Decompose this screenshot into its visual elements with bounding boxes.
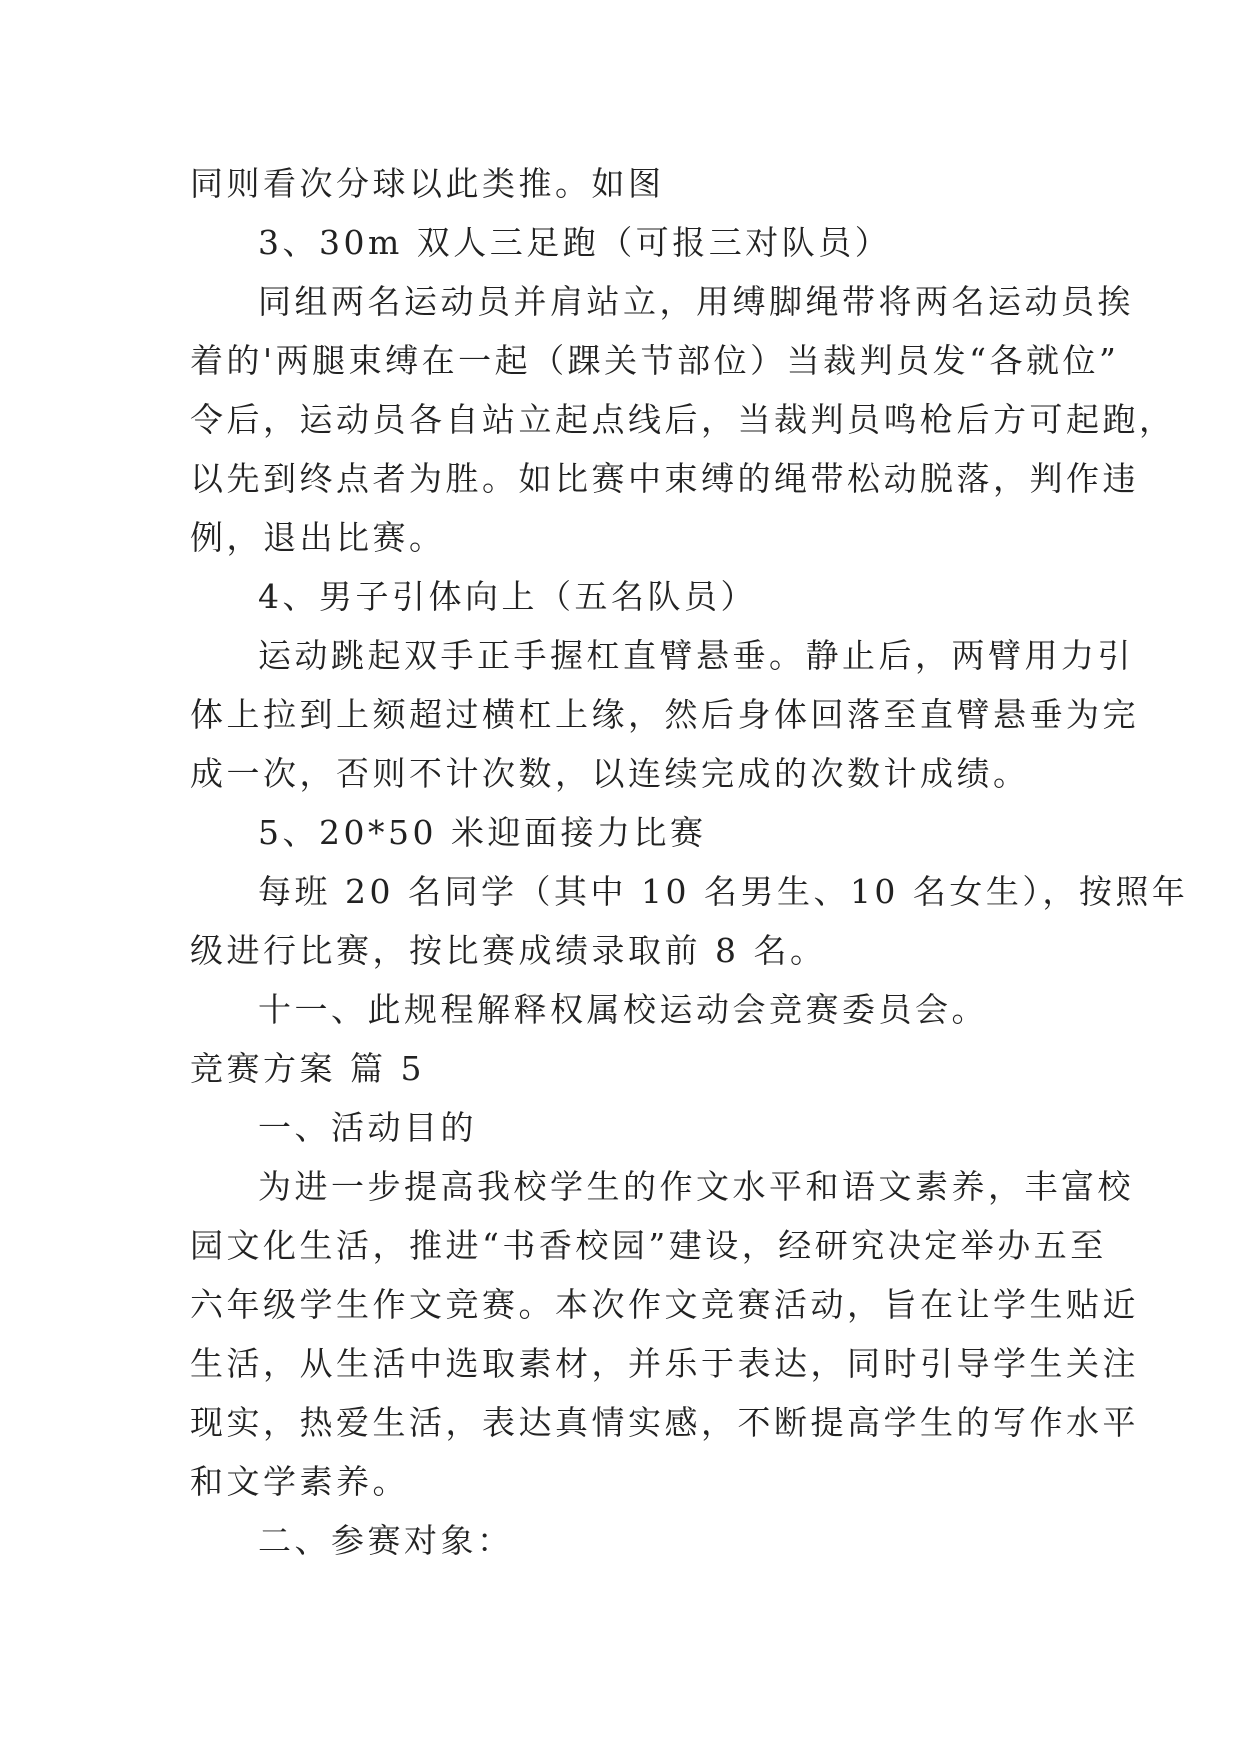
text-line: 令后，运动员各自站立起点线后，当裁判员鸣枪后方可起跑，	[190, 400, 1176, 439]
text-line: 级进行比赛，按比赛成绩录取前 8 名。	[190, 931, 827, 970]
item-heading-pull-ups: 4、男子引体向上（五名队员）	[258, 577, 757, 616]
section-heading-purpose: 一、活动目的	[258, 1108, 477, 1147]
chapter-title: 竞赛方案 篇 5	[190, 1049, 425, 1088]
text-line: 为进一步提高我校学生的作文水平和语文素养，丰富校	[258, 1167, 1134, 1206]
section-heading-eleven: 十一、此规程解释权属校运动会竞赛委员会。	[258, 990, 988, 1029]
text-line: 例，退出比赛。	[190, 518, 446, 557]
item-heading-three-legged-race: 3、30m 双人三足跑（可报三对队员）	[258, 223, 892, 262]
text-line: 以先到终点者为胜。如比赛中束缚的绳带松动脱落，判作违	[190, 459, 1139, 498]
text-line: 每班 20 名同学（其中 10 名男生、10 名女生），按照年	[258, 872, 1189, 911]
text-line: 六年级学生作文竞赛。本次作文竞赛活动，旨在让学生贴近	[190, 1285, 1139, 1324]
text-line: 生活，从生活中选取素材，并乐于表达，同时引导学生关注	[190, 1344, 1139, 1383]
text-line: 现实，热爱生活，表达真情实感，不断提高学生的写作水平	[190, 1403, 1139, 1442]
section-heading-participants: 二、参赛对象：	[258, 1521, 514, 1560]
text-line: 着的'两腿束缚在一起（踝关节部位）当裁判员发“各就位”	[190, 341, 1120, 380]
item-heading-relay: 5、20*50 米迎面接力比赛	[258, 813, 707, 852]
text-line: 体上拉到上颏超过横杠上缘，然后身体回落至直臂悬垂为完	[190, 695, 1139, 734]
text-line: 和文学素养。	[190, 1462, 409, 1501]
text-line: 运动跳起双手正手握杠直臂悬垂。静止后，两臂用力引	[258, 636, 1134, 675]
text-line: 同组两名运动员并肩站立，用缚脚绳带将两名运动员挨	[258, 282, 1134, 321]
text-line: 园文化生活，推进“书香校园”建设，经研究决定举办五至	[190, 1226, 1107, 1265]
text-line-continuation: 同则看次分球以此类推。如图	[190, 164, 665, 203]
text-line: 成一次，否则不计次数，以连续完成的次数计成绩。	[190, 754, 1030, 793]
